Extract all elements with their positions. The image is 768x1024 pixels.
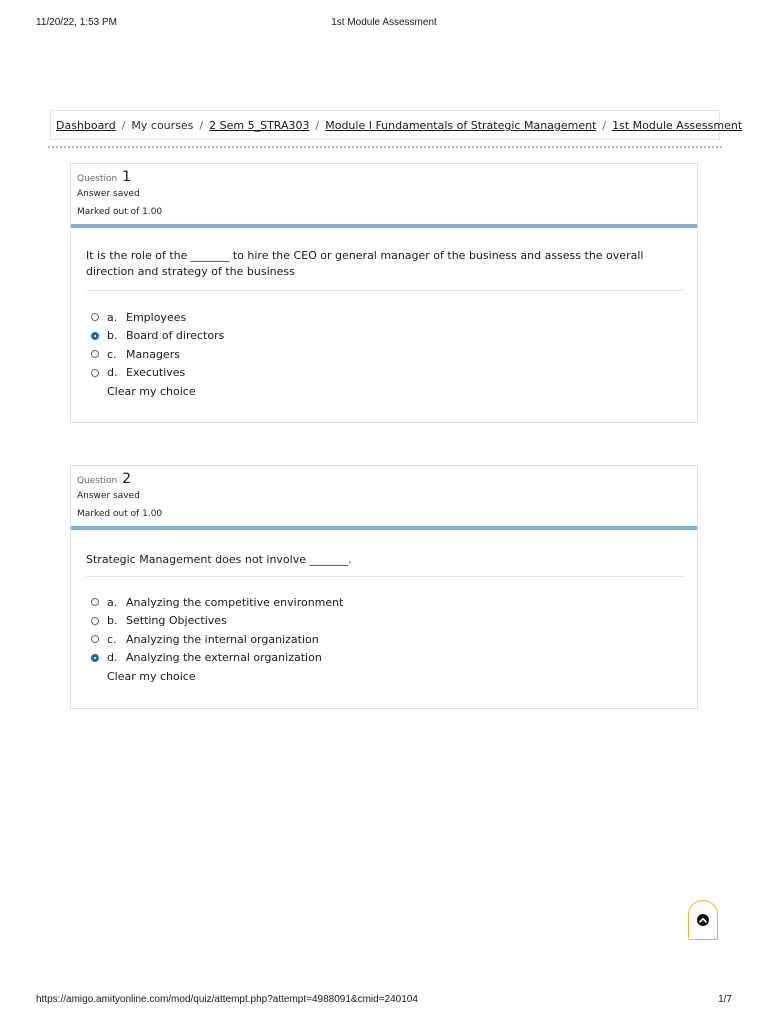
question-card-2 xyxy=(70,465,698,709)
question-number xyxy=(77,471,131,487)
radio-button[interactable] xyxy=(91,635,99,643)
answer-text: Executives xyxy=(126,366,186,380)
question-state: Answer saved xyxy=(77,189,140,199)
clear-my-choice-link[interactable]: Clear my choice xyxy=(107,670,196,683)
answer-letter: c. xyxy=(107,347,117,361)
question-grade: Marked out of 1.00 xyxy=(77,509,163,519)
breadcrumb-separator: / xyxy=(602,118,607,132)
question-divider xyxy=(86,576,684,577)
breadcrumb-separator: / xyxy=(315,118,320,132)
back-to-top-button[interactable] xyxy=(688,900,718,940)
question-label: Question xyxy=(77,476,118,486)
question-text: Strategic Management does not involve _______. xyxy=(86,553,352,566)
question-grade: Marked out of 1.00 xyxy=(77,207,163,217)
question-label: Question xyxy=(77,174,118,184)
radio-button-selected[interactable] xyxy=(91,332,99,340)
answer-letter: b. xyxy=(107,329,118,343)
radio-button[interactable] xyxy=(91,369,99,377)
print-page-title: 1st Module Assessment xyxy=(331,17,437,28)
radio-button[interactable] xyxy=(91,313,99,321)
answer-letter: b. xyxy=(107,614,118,628)
print-footer xyxy=(36,994,732,1008)
answer-text: Analyzing the internal organization xyxy=(126,632,319,646)
answer-option-d[interactable] xyxy=(91,364,224,383)
question-number-value: 1 xyxy=(122,169,132,185)
question-info xyxy=(71,164,697,228)
answer-option-c[interactable] xyxy=(91,630,343,649)
answer-list xyxy=(91,308,224,398)
answer-option-a[interactable] xyxy=(91,593,343,612)
clear-my-choice-link[interactable]: Clear my choice xyxy=(107,385,196,398)
answer-text: Setting Objectives xyxy=(126,614,227,628)
print-datetime: 11/20/22, 1:53 PM xyxy=(36,17,117,28)
chevron-up-glyph xyxy=(699,917,707,923)
chevron-up-icon xyxy=(697,914,709,926)
answer-option-b[interactable] xyxy=(91,327,224,346)
answer-text: Board of directors xyxy=(126,329,225,343)
answer-text: Employees xyxy=(126,310,187,324)
answer-list xyxy=(91,593,343,683)
question-divider xyxy=(86,290,684,291)
answer-letter: a. xyxy=(107,310,118,324)
question-number-value: 2 xyxy=(122,471,132,487)
print-header xyxy=(36,17,732,31)
breadcrumb-my-courses: My courses xyxy=(131,118,194,132)
dotted-divider xyxy=(48,146,722,148)
answer-text: Analyzing the competitive environment xyxy=(126,595,344,609)
radio-button[interactable] xyxy=(91,350,99,358)
print-page-number: 1/7 xyxy=(718,994,732,1005)
question-card-1 xyxy=(70,163,698,423)
question-text: It is the role of the _______ to hire the CEO or general manager of the business and assess the overall direction and strategy of the business xyxy=(86,249,644,278)
answer-letter: a. xyxy=(107,595,118,609)
breadcrumb xyxy=(50,110,743,140)
breadcrumb-course[interactable]: 2 Sem 5_STRA303 xyxy=(209,118,310,132)
answer-option-a[interactable] xyxy=(91,308,224,327)
answer-option-c[interactable] xyxy=(91,345,224,364)
radio-button-selected[interactable] xyxy=(91,654,99,662)
answer-option-d[interactable] xyxy=(91,649,343,668)
answer-letter: d. xyxy=(107,366,118,380)
breadcrumb-module[interactable]: Module I Fundamentals of Strategic Management xyxy=(325,118,597,132)
breadcrumb-assessment[interactable]: 1st Module Assessment xyxy=(612,118,743,132)
question-number xyxy=(77,169,131,185)
breadcrumb-separator: / xyxy=(199,118,204,132)
radio-button[interactable] xyxy=(91,598,99,606)
answer-letter: d. xyxy=(107,651,118,665)
answer-text: Managers xyxy=(126,347,180,361)
breadcrumb-separator: / xyxy=(121,118,126,132)
answer-letter: c. xyxy=(107,632,117,646)
answer-option-b[interactable] xyxy=(91,612,343,631)
radio-button[interactable] xyxy=(91,617,99,625)
question-info xyxy=(71,466,697,530)
question-state: Answer saved xyxy=(77,491,140,501)
print-url: https://amigo.amityonline.com/mod/quiz/attempt.php?attempt=4988091&cmid=240104 xyxy=(36,994,418,1005)
breadcrumb-dashboard[interactable]: Dashboard xyxy=(56,118,116,132)
answer-text: Analyzing the external organization xyxy=(126,651,322,665)
